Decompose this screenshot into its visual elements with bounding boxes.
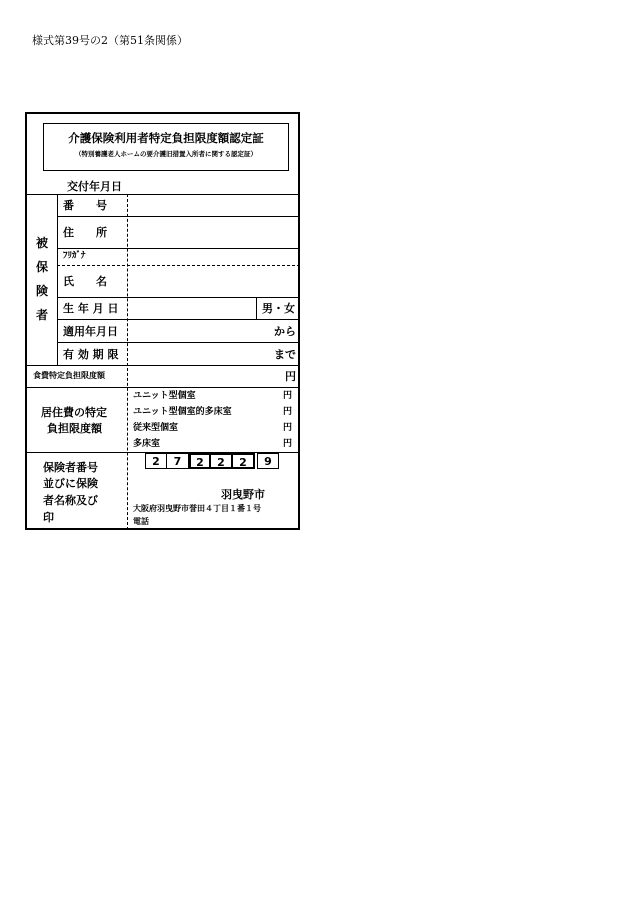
- insurer-number-digit: 7: [167, 453, 189, 469]
- applied-date-label: 適用年月日: [63, 325, 118, 338]
- validity-label: 有 効 期 限: [63, 348, 119, 361]
- dashed-divider: [127, 194, 128, 530]
- conventional-private-label: 従来型個室: [133, 423, 179, 433]
- food-limit-label: 食費特定負担限度額: [33, 371, 105, 380]
- number-label: 番 号: [63, 199, 107, 212]
- divider: [57, 319, 300, 320]
- insurer-number-digit: 2: [211, 453, 233, 469]
- address-label: 住 所: [63, 226, 107, 239]
- insurer-label-line1: 保険者番号: [43, 461, 98, 474]
- form-number-note: 様式第39号の2（第51条関係）: [32, 34, 188, 47]
- insurer-name: 羽曳野市: [221, 488, 265, 501]
- food-yen-unit: 円: [285, 370, 296, 383]
- certificate-form: [25, 112, 300, 530]
- unit-semi-private-yen: 円: [283, 407, 293, 417]
- insurer-address: 大阪府羽曳野市誉田４丁目１番１号: [133, 504, 261, 513]
- birth-date-label: 生 年 月 日: [63, 302, 119, 315]
- validity-until-suffix: まで: [274, 348, 296, 361]
- divider: [256, 297, 257, 319]
- multi-bed-label: 多床室: [133, 439, 161, 449]
- issue-date-label: 交付年月日: [67, 180, 122, 193]
- insurer-number-digit: 9: [257, 453, 279, 469]
- residence-label-line1: 居住費の特定: [41, 406, 107, 419]
- divider: [57, 194, 58, 365]
- insured-person-label: 被 保 険 者: [35, 236, 48, 322]
- divider: [27, 387, 300, 388]
- insurer-number-digit: 2: [189, 453, 211, 469]
- insurer-label-line4: 印: [43, 511, 54, 524]
- divider: [27, 365, 300, 366]
- insurer-number-digit: 2: [145, 453, 167, 469]
- residence-label-line2: 負担限度額: [47, 422, 102, 435]
- conventional-private-yen: 円: [283, 423, 293, 433]
- certificate-subtitle: （特別養護老人ホームの要介護旧措置入所者に関する認定証）: [75, 149, 257, 158]
- name-label: 氏 名: [63, 275, 107, 288]
- furigana-label: ﾌﾘｶﾞﾅ: [63, 251, 86, 261]
- certificate-title: 介護保険利用者特定負担限度額認定証: [68, 131, 264, 145]
- insurer-label-line2: 並びに保険: [43, 477, 98, 490]
- unit-semi-private-label: ユニット型個室的多床室: [133, 407, 232, 417]
- divider: [57, 248, 300, 249]
- divider: [57, 216, 300, 217]
- multi-bed-yen: 円: [283, 439, 293, 449]
- divider: [27, 194, 300, 195]
- divider: [57, 297, 300, 298]
- sex-options: 男・女: [262, 302, 295, 315]
- title-box: [43, 123, 289, 171]
- applied-from-suffix: から: [274, 325, 296, 338]
- insurer-phone-label: 電話: [133, 517, 149, 526]
- dashed-divider: [57, 265, 300, 266]
- unit-private-room-label: ユニット型個室: [133, 391, 196, 401]
- insurer-number-digit: 2: [233, 453, 255, 469]
- insurer-label-line3: 者名称及び: [43, 494, 98, 507]
- unit-private-room-yen: 円: [283, 391, 293, 401]
- divider: [57, 342, 300, 343]
